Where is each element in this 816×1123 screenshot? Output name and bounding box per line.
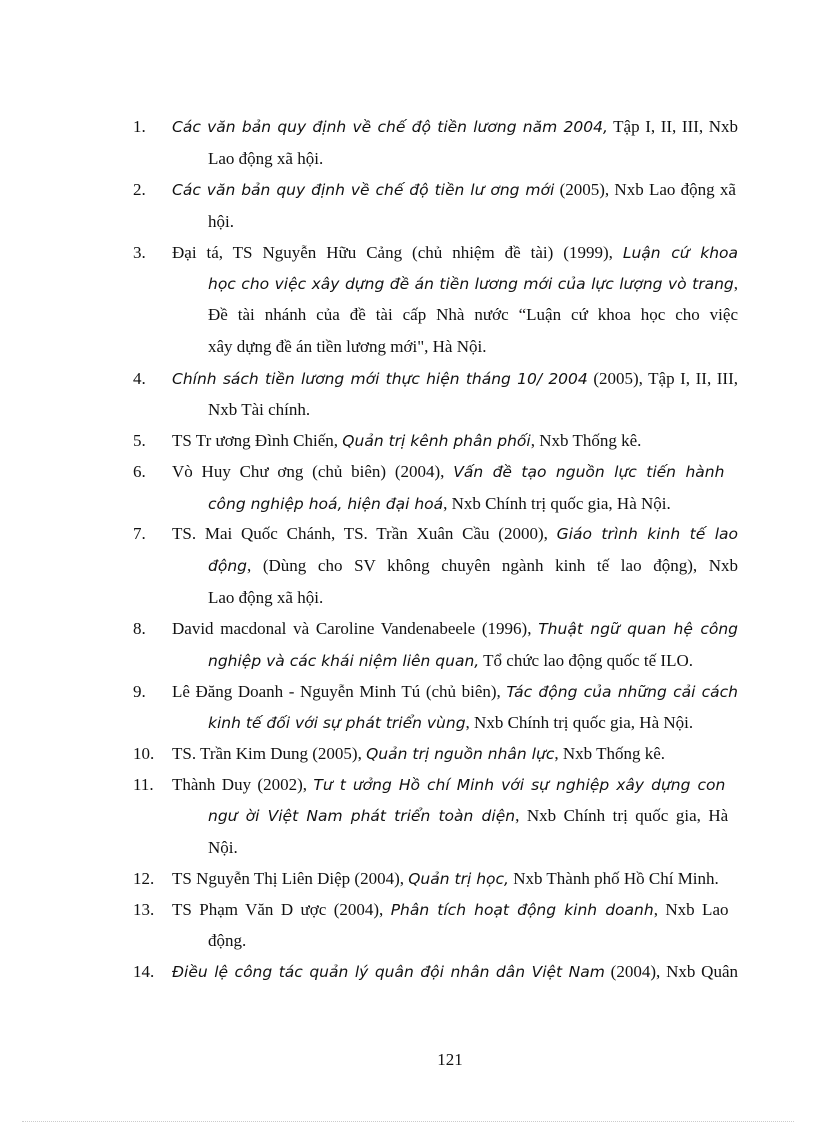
- reference-text: , (Dùng cho SV không chuyên ngành kinh tế lao động), Nxb: [247, 556, 738, 575]
- reference-line: [208, 651, 693, 671]
- reference-title-text: Quản trị kênh phân phối: [342, 432, 531, 450]
- reference-text: David macdonal và Caroline Vandenabeele (1996),: [172, 619, 539, 638]
- reference-title-text: Tư t ưởng Hồ chí Minh với sự nghiệp xây dựng con: [313, 776, 726, 794]
- reference-line: [172, 682, 738, 702]
- reference-line: [208, 149, 323, 169]
- reference-title-text: động: [208, 557, 247, 575]
- reference-title-text: Quản trị nguồn nhân lực: [366, 745, 555, 763]
- reference-text: Nội.: [208, 838, 238, 857]
- reference-text: , Nxb Thống kê.: [530, 431, 642, 450]
- reference-number: 10.: [133, 744, 155, 763]
- reference-text: Lao động xã hội.: [208, 588, 324, 607]
- reference-line: [172, 900, 728, 920]
- reference-number: 6.: [133, 462, 146, 481]
- reference-text: , Nxb Thống kê.: [554, 744, 665, 763]
- reference-line: [172, 524, 738, 544]
- page-bottom-border: [22, 1121, 794, 1122]
- reference-text: , Nxb Chính trị quốc gia, Hà: [515, 806, 729, 825]
- reference-text: Đại tá, TS Nguyễn Hữu Cảng (chủ nhiệm đề tài) (1999),: [172, 243, 623, 262]
- reference-line: [208, 305, 738, 325]
- reference-title-text: Luận cứ khoa: [622, 244, 738, 262]
- reference-line: [172, 744, 665, 764]
- reference-line: [172, 431, 641, 451]
- reference-text: (2004), Nxb Quân: [604, 962, 739, 981]
- reference-text: Tập I, II, III, Nxb: [607, 117, 738, 136]
- reference-text: Lao động xã hội.: [208, 149, 324, 168]
- reference-line: [172, 869, 719, 889]
- reference-text: TS Nguyễn Thị Liên Diệp (2004),: [172, 869, 409, 888]
- reference-number: 12.: [133, 869, 155, 888]
- reference-text: TS. Trần Kim Dung (2005),: [172, 744, 367, 763]
- reference-number: 14.: [133, 962, 155, 981]
- reference-number: 13.: [133, 900, 155, 919]
- reference-text: ,: [733, 274, 738, 293]
- reference-line: [172, 243, 738, 263]
- reference-line: [172, 462, 724, 482]
- reference-number: 4.: [133, 369, 146, 388]
- reference-line: [208, 494, 671, 514]
- reference-title-text: Chính sách tiền lương mới thực hiện tháng 10/ 2004: [172, 370, 588, 388]
- reference-number: 5.: [133, 431, 146, 450]
- reference-line: [172, 180, 736, 200]
- reference-number: 11.: [133, 775, 154, 794]
- reference-text: hội.: [208, 212, 234, 231]
- reference-line: [208, 588, 323, 608]
- reference-text: TS Phạm Văn D ược (2004),: [172, 900, 391, 919]
- reference-number: 1.: [133, 117, 146, 136]
- reference-title-text: Vấn đề tạo nguồn lực tiến hành: [453, 463, 725, 481]
- reference-text: Nxb Tài chính.: [208, 400, 311, 419]
- reference-line: [172, 117, 738, 137]
- page-number: 121: [437, 1050, 463, 1069]
- reference-number: 8.: [133, 619, 146, 638]
- reference-number: 9.: [133, 682, 146, 701]
- reference-text: (2005), Tập I, II, III,: [587, 369, 738, 388]
- reference-number: 3.: [133, 243, 146, 262]
- reference-title-text: nghiệp và các khái niệm liên quan,: [208, 652, 480, 670]
- reference-line: [208, 806, 728, 826]
- reference-title-text: Các văn bản quy định về chế độ tiền lương năm 2004,: [172, 118, 608, 136]
- reference-text: Lê Đăng Doanh - Nguyễn Minh Tú (chủ biên),: [172, 682, 507, 701]
- reference-line: [208, 713, 693, 733]
- reference-title-text: Phân tích hoạt động kinh doanh: [390, 901, 654, 919]
- reference-line: [172, 369, 738, 389]
- reference-title-text: ngư ời Việt Nam phát triển toàn diện: [208, 807, 516, 825]
- reference-title-text: Các văn bản quy định về chế độ tiền lư ơng mới: [172, 181, 555, 199]
- reference-text: động.: [208, 931, 247, 950]
- reference-text: , Nxb Chính trị quốc gia, Hà Nội.: [443, 494, 671, 513]
- reference-text: Thành Duy (2002),: [172, 775, 314, 794]
- reference-number: 7.: [133, 524, 146, 543]
- reference-line: [208, 931, 246, 951]
- reference-line: [208, 274, 738, 294]
- reference-text: Nxb Thành phố Hồ Chí Minh.: [508, 869, 719, 888]
- reference-line: [172, 962, 738, 982]
- reference-line: [172, 775, 725, 795]
- reference-number: 2.: [133, 180, 146, 199]
- reference-title-text: học cho việc xây dựng đề án tiền lương mới của lực lượng vò trang: [208, 275, 734, 293]
- reference-title-text: Giáo trình kinh tế lao: [556, 525, 738, 543]
- reference-title-text: công nghiệp hoá, hiện đại hoá: [208, 495, 444, 513]
- reference-text: TS. Mai Quốc Chánh, TS. Trần Xuân Cầu (2000),: [172, 524, 557, 543]
- reference-text: (2005), Nxb Lao động xã: [554, 180, 736, 199]
- reference-title-text: Quản trị học,: [408, 870, 509, 888]
- reference-title-text: kinh tế đối với sự phát triển vùng: [208, 714, 466, 732]
- reference-text: , Nxb Lao: [653, 900, 729, 919]
- reference-title-text: Điều lệ công tác quản lý quân đội nhân dân Việt Nam: [172, 963, 605, 981]
- reference-text: Tổ chức lao động quốc tế ILO.: [479, 651, 693, 670]
- reference-line: [208, 400, 310, 420]
- reference-text: , Nxb Chính trị quốc gia, Hà Nội.: [465, 713, 694, 732]
- reference-text: Đề tài nhánh của đề tài cấp Nhà nước “Luận cứ khoa học cho việc: [208, 305, 738, 324]
- reference-title-text: Tác động của những cải cách: [506, 683, 738, 701]
- reference-text: TS Tr ương Đình Chiến,: [172, 431, 343, 450]
- reference-title-text: Thuật ngữ quan hệ công: [538, 620, 738, 638]
- reference-line: [208, 556, 738, 576]
- reference-text: xây dựng đề án tiền lương mới", Hà Nội.: [208, 337, 487, 356]
- reference-line: [208, 212, 234, 232]
- reference-text: Vò Huy Chư ơng (chủ biên) (2004),: [172, 462, 454, 481]
- reference-line: [172, 619, 738, 639]
- reference-line: [208, 337, 486, 357]
- reference-line: [208, 838, 238, 858]
